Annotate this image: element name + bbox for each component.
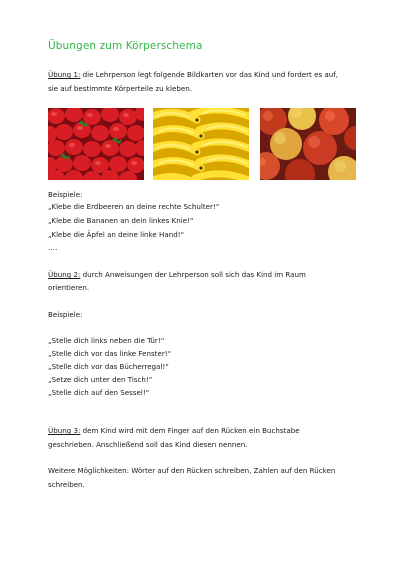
exercise-1-text-line1: die Lehrperson legt folgende Bildkarten vor das Kind und fordert es auf, <box>80 70 338 79</box>
exercise-2-example: „Stelle dich vor das Bücherregal!“ <box>48 362 169 371</box>
exercise-1-example: „Klebe die Äpfel an deine linke Hand!“ <box>48 230 185 239</box>
exercise-2-intro <box>48 270 306 280</box>
apples-image <box>260 108 356 180</box>
exercise-1-example: „Klebe die Bananen an dein linkes Knie!“ <box>48 216 194 225</box>
more-options-line2: schreiben. <box>48 480 85 489</box>
exercise-3-text-line1: dem Kind wird mit dem Finger auf den Rücken ein Buchstabe <box>80 426 300 435</box>
exercise-1-label: Übung 1: <box>48 70 81 79</box>
exercise-1-example: „Klebe die Erdbeeren an deine rechte Schulter!“ <box>48 202 220 211</box>
exercise-2-text-line1: durch Anweisungen der Lehrperson soll sich das Kind im Raum <box>80 270 306 279</box>
exercise-1-text-line2: sie auf bestimmte Körperteile zu kleben. <box>48 84 192 93</box>
exercise-3-text-line2: geschrieben. Anschließend soll das Kind diesen nennen. <box>48 440 248 449</box>
exercise-2-example: „Stelle dich auf den Sessel!“ <box>48 388 150 397</box>
exercise-2-example: „Stelle dich links neben die Tür!“ <box>48 336 165 345</box>
exercise-3-intro <box>48 426 300 436</box>
exercise-2-label: Übung 2: <box>48 270 81 279</box>
exercise-1-example: …. <box>48 243 58 252</box>
page-title: Übungen zum Körperschema <box>48 40 203 52</box>
exercise-2-text-line2: orientieren. <box>48 283 90 292</box>
exercise-2-example: „Setze dich unter den Tisch!“ <box>48 375 153 384</box>
bananas-image <box>153 108 249 180</box>
exercise-2-examples-heading: Beispiele: <box>48 310 83 319</box>
exercise-1-intro <box>48 70 338 80</box>
exercise-3-label: Übung 3: <box>48 426 81 435</box>
more-options-line1: Weitere Möglichkeiten: Wörter auf den Rücken schreiben, Zahlen auf den Rücken <box>48 466 336 475</box>
exercise-1-examples-heading: Beispiele: <box>48 190 83 199</box>
strawberries-image <box>48 108 144 180</box>
exercise-2-example: „Stelle dich vor das linke Fenster!“ <box>48 349 172 358</box>
